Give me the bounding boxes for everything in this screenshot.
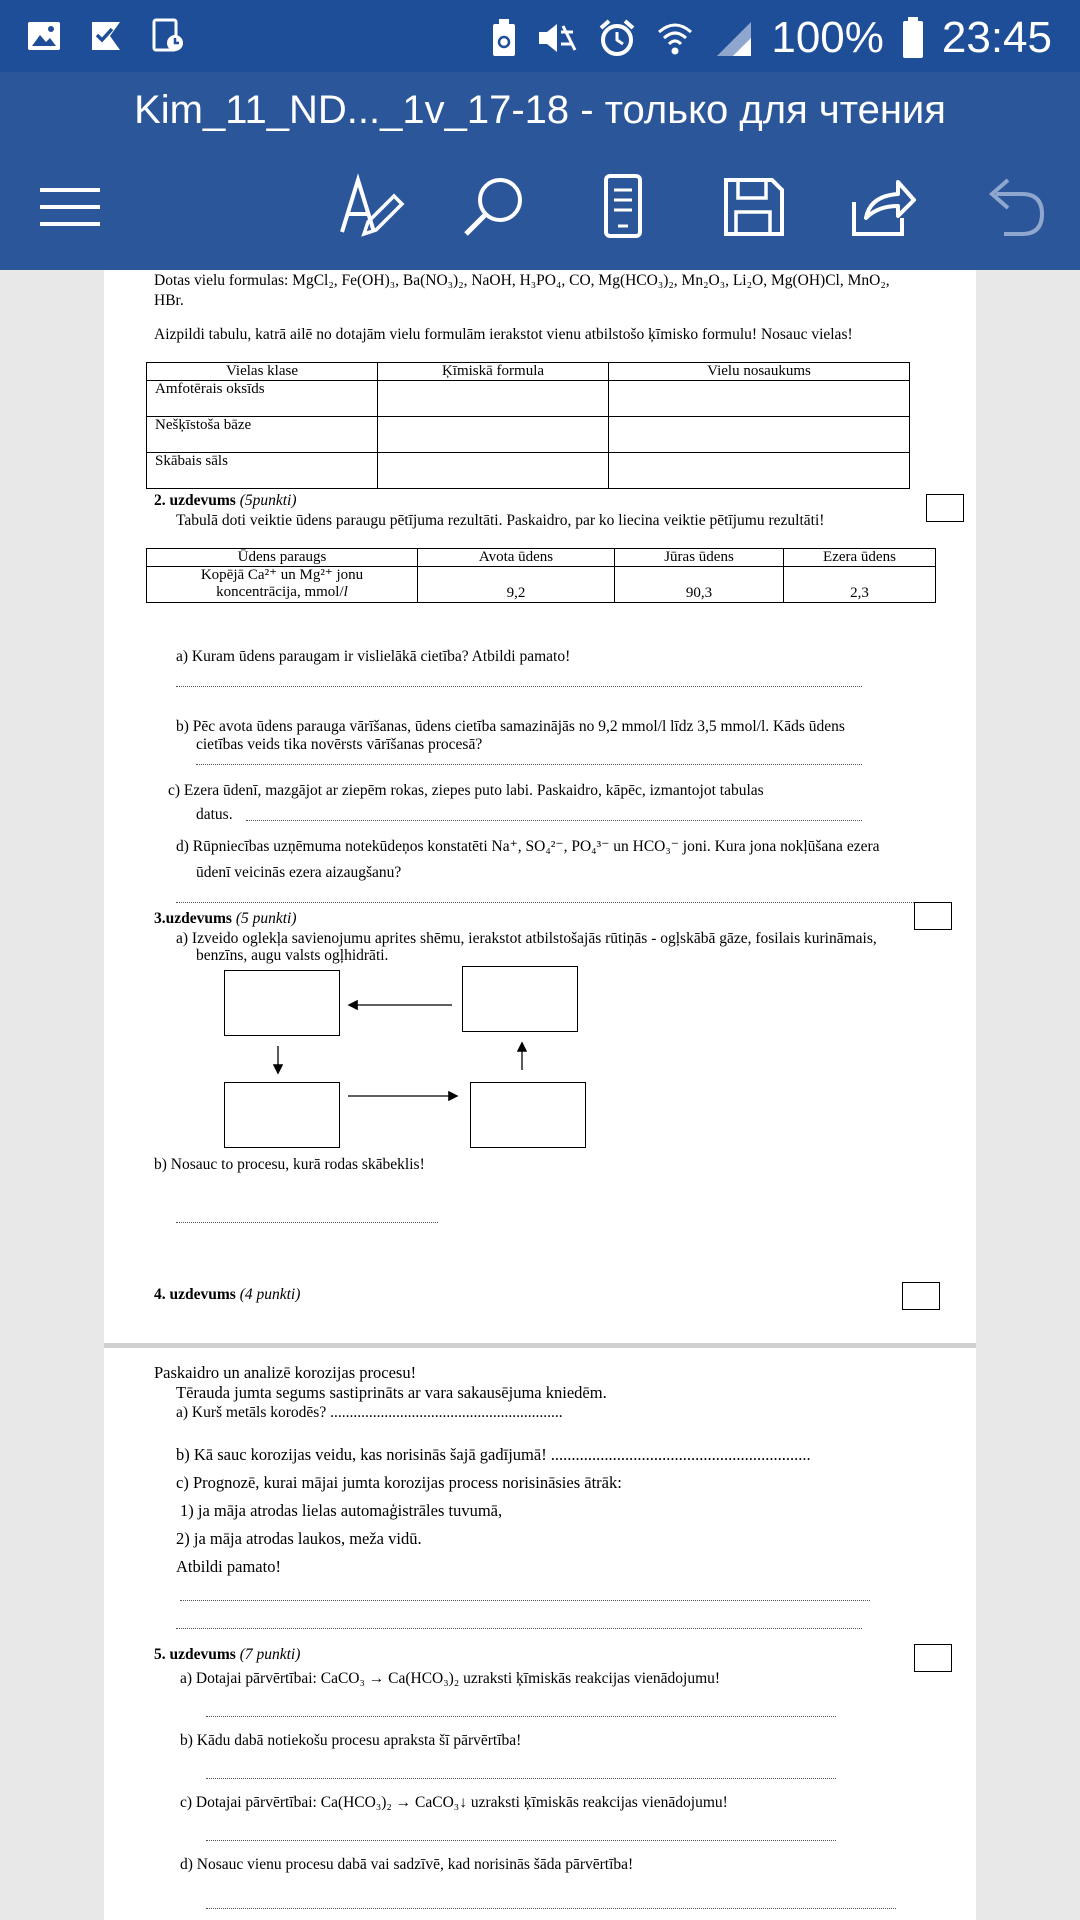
table-cell-empty[interactable] (378, 453, 609, 489)
table-header: Ūdens paraugs (147, 549, 418, 567)
substance-classes-table (146, 362, 910, 489)
calendar-notification-icon (150, 18, 186, 54)
page-break (104, 1343, 976, 1348)
table-cell: Nešķīstoša bāze (147, 417, 378, 453)
task3-points: (5 punkti) (235, 910, 297, 927)
question-5b: b) Kādu dabā notiekošu procesu apraksta šī pārvērtība! (180, 1732, 522, 1749)
question-5c: c) Dotajai pārvērtībai: Ca(HCO₃)₂ → CaCO₃↓ uzraksti ķīmiskās reakcijas vienādojumu! (180, 1794, 728, 1811)
task4-title: 4. uzdevums (154, 1286, 236, 1303)
table-cell-empty[interactable] (609, 453, 910, 489)
task2-heading (154, 492, 297, 510)
intro-instruction: Aizpildi tabulu, katrā ailē no dotajām vielu formulām ierakstot vienu atbilstošo ķīmisko formulu! Nosauc vielas! (154, 326, 853, 343)
question-5d: d) Nosauc vienu procesu dabā vai sadzīvē, kad norisinās šāda pārvērtība! (180, 1856, 634, 1873)
table-cell-empty[interactable] (378, 381, 609, 417)
document-page[interactable] (104, 270, 976, 1920)
task2-points: (5punkti) (239, 492, 297, 509)
task5-points: (7 punkti) (239, 1646, 301, 1663)
task3-title: 3.uzdevums (154, 910, 232, 927)
battery-saver-icon (491, 18, 517, 58)
question-4c-option1: 1) ja māja atrodas lielas automaģistrāles tuvumā, (180, 1501, 503, 1520)
cycle-box-bottom-right[interactable] (470, 1082, 586, 1148)
cycle-box-top-right[interactable] (462, 966, 578, 1032)
question-4a: a) Kurš metāls korodēs? ............................................................ (176, 1404, 563, 1421)
menu-icon[interactable] (36, 172, 106, 242)
answer-line[interactable] (206, 1778, 836, 1779)
table-header: Vielas klase (147, 363, 378, 381)
mute-icon (535, 18, 579, 58)
table-header: Ezera ūdens (784, 549, 936, 567)
battery-percent: 100% (771, 13, 884, 62)
question-5a: a) Dotajai pārvērtībai: CaCO₃ → Ca(HCO₃)₂ uzraksti ķīmiskās reakcijas vienādojumu! (180, 1670, 721, 1687)
wifi-icon (655, 18, 695, 58)
answer-line[interactable] (206, 1840, 836, 1841)
question-2c-line2: datus. (196, 806, 233, 823)
alarm-icon (597, 18, 637, 58)
score-box[interactable] (914, 1644, 952, 1672)
answer-line[interactable] (196, 764, 862, 765)
intro-formulas: Dotas vielu formulas: MgCl₂, Fe(OH)₃, Ba(NO₃)₂, NaOH, H₃PO₄, CO, Mg(HCO₃)₂, Mn₂O₃, Li₂O, Mg(OH)Cl, MnO₂, (154, 272, 890, 289)
score-box[interactable] (926, 494, 964, 522)
share-icon[interactable] (848, 172, 918, 242)
table-header: Vielu nosaukums (609, 363, 910, 381)
question-2d-line1: d) Rūpniecības uzņēmuma notekūdeņos konstatēti Na⁺, SO₄²⁻, PO₄³⁻ un HCO₃⁻ joni. Kura jona nokļūšana ezera (176, 838, 880, 855)
search-icon[interactable] (460, 172, 530, 242)
question-4c-justify: Atbildi pamato! (176, 1557, 281, 1576)
table-cell: 2,3 (784, 567, 936, 603)
document-title: Kim_11_ND..._1v_17-18 - только для чтения (134, 88, 946, 132)
question-3a-line1: a) Izveido oglekļa savienojumu aprites shēmu, ierakstot atbilstošajās rūtiņās - ogļskābā gāze, fosilais kurināmais, (176, 930, 877, 947)
cycle-box-bottom-left[interactable] (224, 1082, 340, 1148)
table-cell: Skābais sāls (147, 453, 378, 489)
question-2d-line2: ūdenī veicinās ezera aizaugšanu? (196, 864, 402, 881)
status-bar (0, 0, 1080, 72)
answer-line[interactable] (206, 1908, 896, 1909)
answer-line[interactable] (176, 686, 862, 687)
gallery-notification-icon (26, 18, 62, 54)
table-cell-empty[interactable] (378, 417, 609, 453)
cycle-box-top-left[interactable] (224, 970, 340, 1036)
concentration-unit: l (343, 584, 348, 600)
question-4b: b) Kā sauc korozijas veidu, kas norisinās šajā gadījumā! ............................................................... (176, 1445, 811, 1464)
concentration-label-1: Kopējā Ca²⁺ un Mg²⁺ jonu (200, 567, 364, 583)
answer-line[interactable] (206, 1716, 836, 1717)
answer-line[interactable] (176, 1628, 862, 1629)
answer-line[interactable] (246, 820, 862, 821)
table-header: Ķīmiskā formula (378, 363, 609, 381)
task5-heading (154, 1646, 300, 1664)
table-cell: Amfotērais oksīds (147, 381, 378, 417)
table-header: Avota ūdens (418, 549, 615, 567)
intro-formulas-cont: HBr. (154, 292, 184, 309)
task4-points: (4 punkti) (239, 1286, 301, 1303)
question-3a-line2: benzīns, augu valsts ogļhidrāti. (196, 947, 389, 964)
task5-title: 5. uzdevums (154, 1646, 236, 1663)
concentration-label-2: koncentrācija, mmol/ (216, 584, 344, 600)
task2-title: 2. uzdevums (154, 492, 236, 509)
corrosion-context: Tērauda jumta segums sastiprināts ar vara sakausējuma kniedēm. (176, 1383, 607, 1402)
task2-text: Tabulā doti veiktie ūdens paraugu pētījuma rezultāti. Paskaidro, par ko liecina veiktie pētījumu rezultāti! (176, 512, 825, 529)
question-2a: a) Kuram ūdens paraugam ir vislielākā cietība? Atbildi pamato! (176, 648, 571, 665)
answer-line[interactable] (176, 1222, 438, 1223)
score-box[interactable] (914, 902, 952, 930)
score-box[interactable] (902, 1282, 940, 1310)
question-4c: c) Prognozē, kurai mājai jumta korozijas process norisināsies ātrāk: (176, 1473, 622, 1492)
answer-line[interactable] (176, 902, 918, 903)
cell-signal-icon (713, 18, 753, 58)
question-2b-line1: b) Pēc avota ūdens parauga vārīšanas, ūdens cietība samazinājās no 9,2 mmol/l līdz 3,5 mmol/l. Kāds ūdens (176, 718, 845, 735)
question-4c-option2: 2) ja māja atrodas laukos, meža vidū. (176, 1529, 422, 1548)
draw-icon[interactable] (336, 172, 406, 242)
question-3b: b) Nosauc to procesu, kurā rodas skābeklis! (154, 1156, 425, 1173)
table-cell (147, 567, 418, 603)
undo-icon[interactable] (978, 172, 1048, 242)
table-cell: 9,2 (418, 567, 615, 603)
toolbar (0, 142, 1080, 270)
task4-heading (154, 1286, 300, 1304)
task3-heading (154, 910, 297, 928)
question-2c-line1: c) Ezera ūdenī, mazgājot ar ziepēm rokas, ziepes puto labi. Paskaidro, kāpēc, izmantojot tabulas (168, 782, 764, 799)
battery-icon (902, 17, 924, 59)
table-cell-empty[interactable] (609, 381, 910, 417)
reading-view-icon[interactable] (588, 172, 658, 242)
task-done-notification-icon (88, 18, 124, 54)
save-icon[interactable] (718, 172, 788, 242)
answer-line[interactable] (180, 1600, 870, 1601)
corrosion-intro: Paskaidro un analizē korozijas procesu! (154, 1363, 417, 1382)
clock: 23:45 (941, 13, 1052, 62)
water-samples-table (146, 548, 936, 603)
table-cell: 90,3 (615, 567, 784, 603)
table-cell-empty[interactable] (609, 417, 910, 453)
table-header: Jūras ūdens (615, 549, 784, 567)
question-2b-line2: cietības veids tika novērsts vārīšanas procesā? (196, 736, 483, 753)
